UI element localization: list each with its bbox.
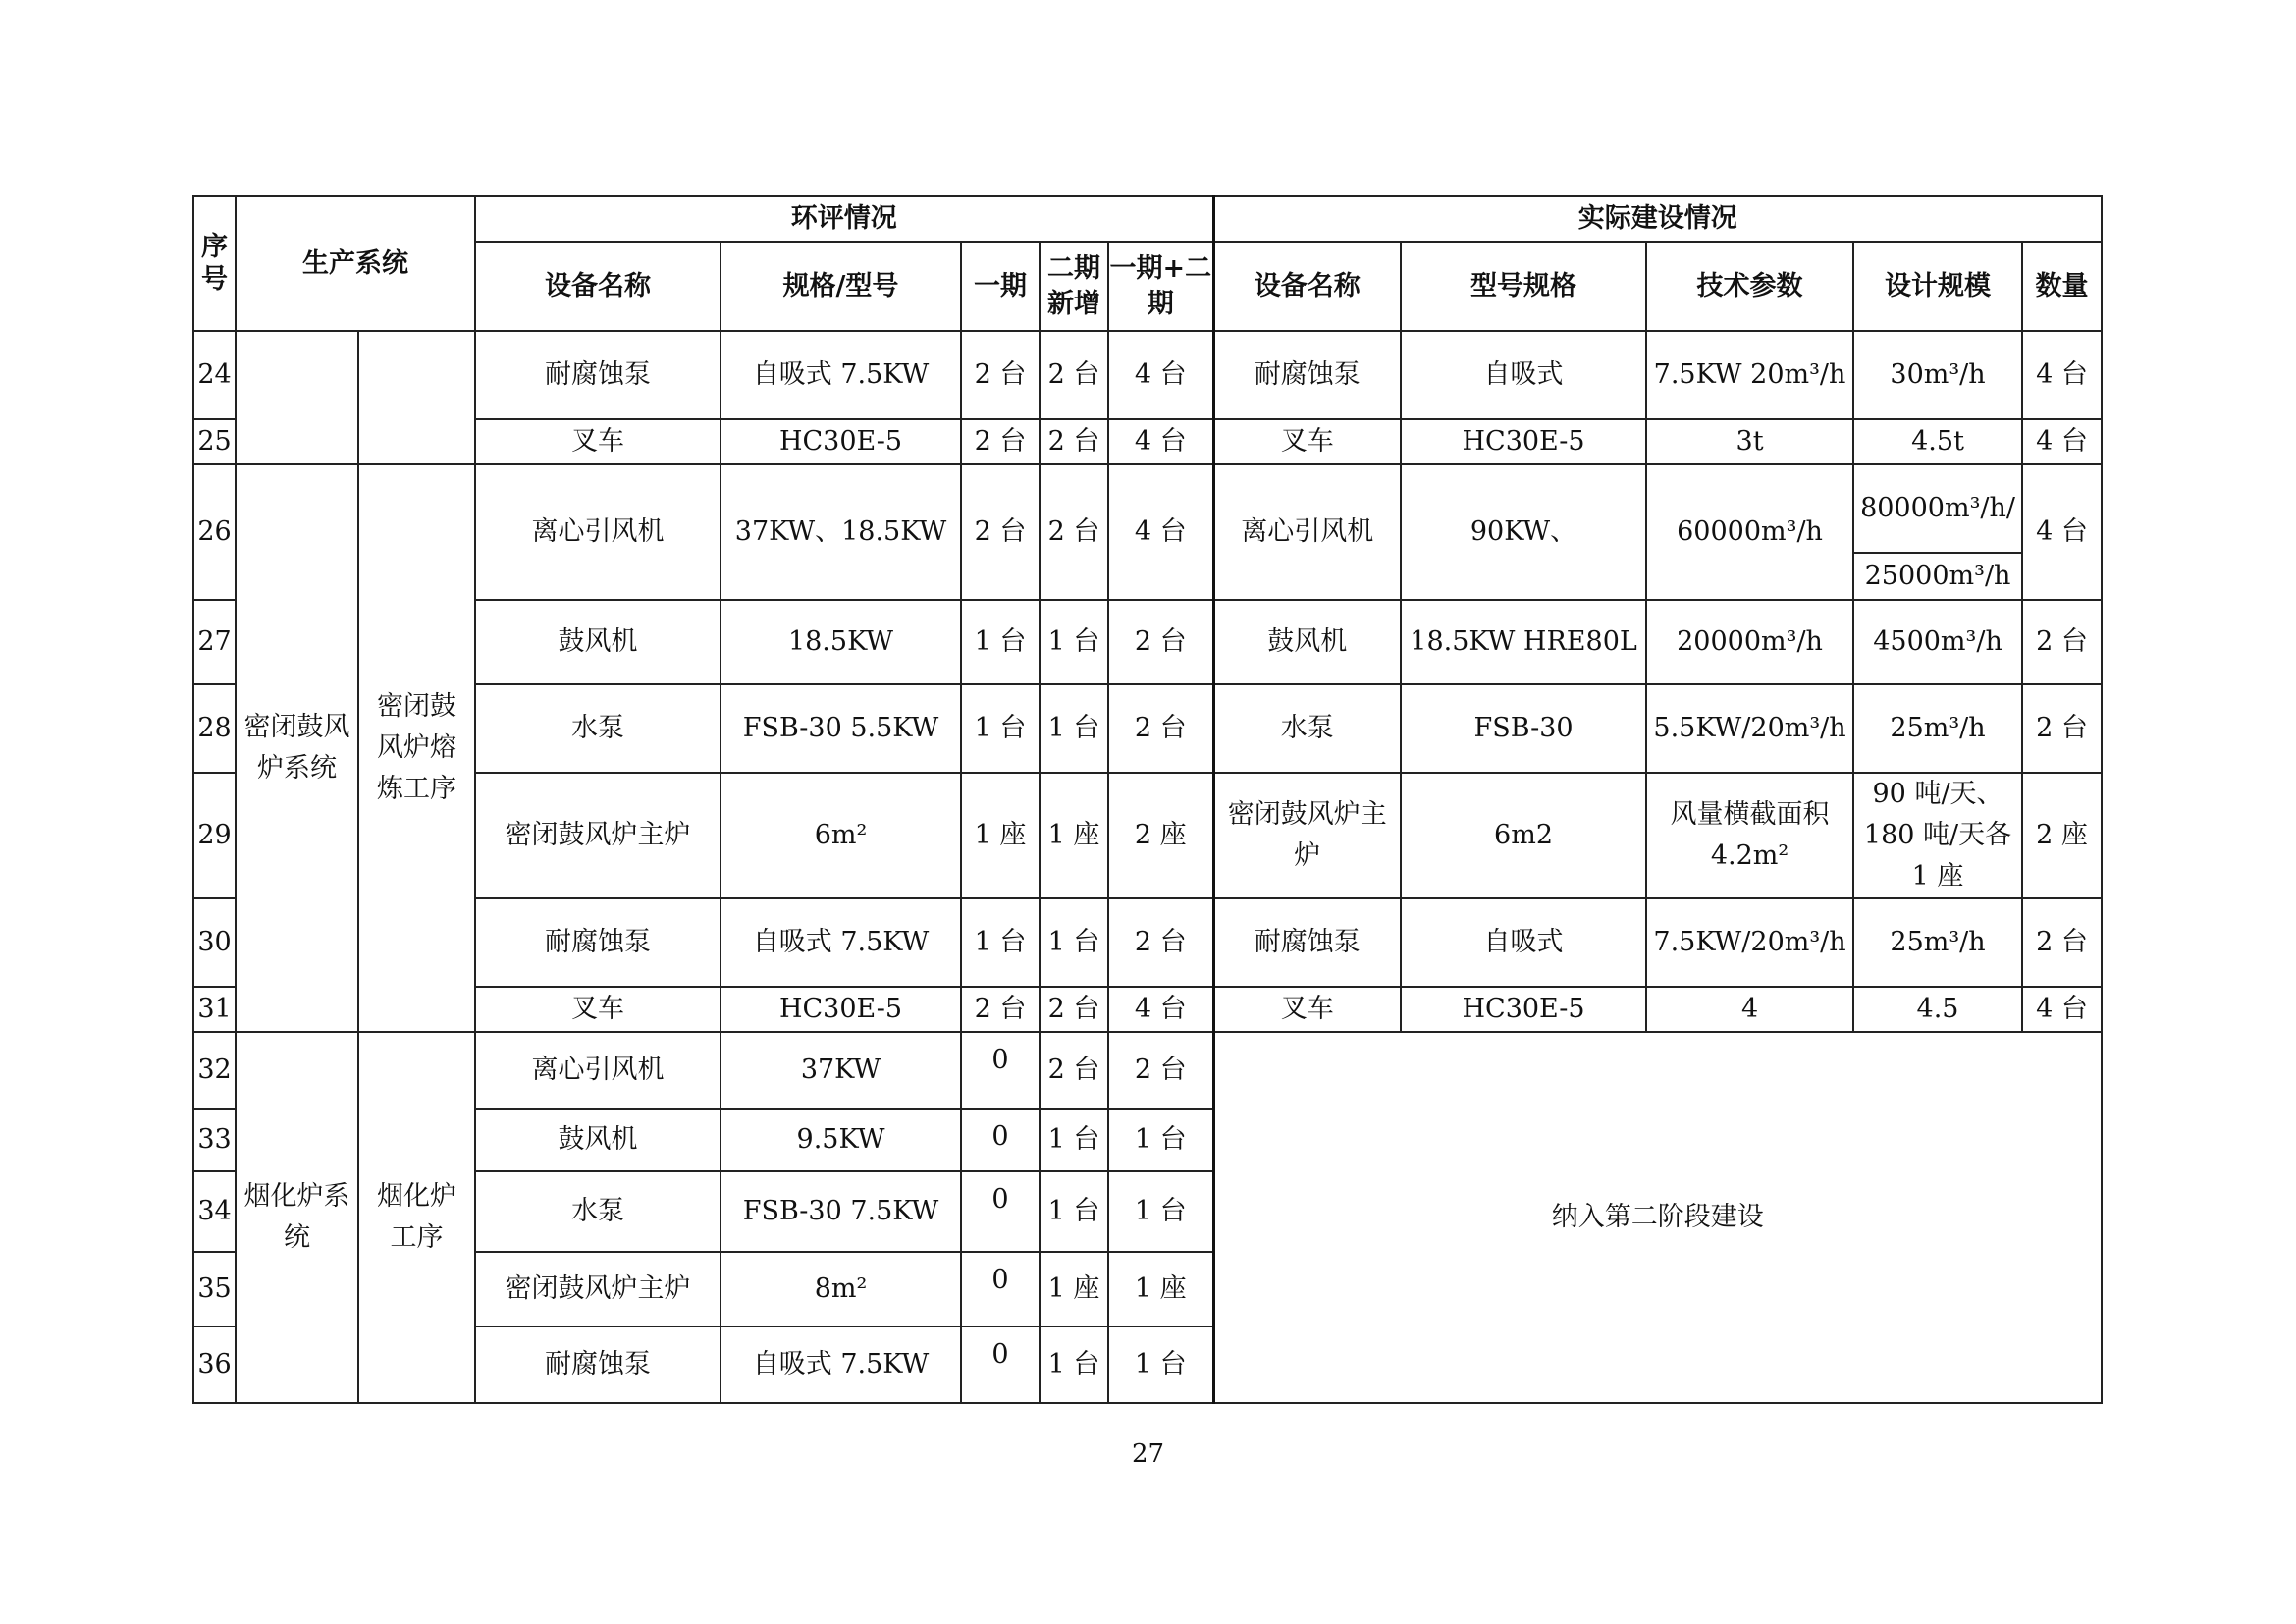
phase2: 1 台	[1040, 1326, 1108, 1403]
phase2: 2 台	[1040, 987, 1108, 1032]
phase-total: 4 台	[1108, 987, 1213, 1032]
header-phase1: 一期	[961, 242, 1040, 331]
row-seq: 36	[193, 1326, 236, 1403]
eia-spec: 18.5KW	[721, 600, 961, 684]
act-tech: 风量横截面积 4.2m²	[1646, 773, 1853, 898]
table-row	[193, 419, 2102, 464]
act-design: 4.5	[1853, 987, 2022, 1032]
eia-spec: 37KW	[721, 1032, 961, 1109]
eia-spec: FSB-30 5.5KW	[721, 684, 961, 773]
act-design: 90 吨/天、180 吨/天各 1 座	[1853, 773, 2022, 898]
eia-name: 耐腐蚀泵	[475, 898, 721, 987]
table-row	[193, 684, 2102, 773]
act-qty: 2 台	[2022, 600, 2102, 684]
act-tech: 3t	[1646, 419, 1853, 464]
act-name: 密闭鼓风炉主炉	[1213, 773, 1401, 898]
phase-total: 1 台	[1108, 1109, 1213, 1171]
act-tech: 7.5KW 20m³/h	[1646, 331, 1853, 419]
header-eia-group: 环评情况	[475, 196, 1213, 242]
act-model: FSB-30	[1401, 684, 1646, 773]
phase2: 1 台	[1040, 1109, 1108, 1171]
row-seq: 25	[193, 419, 236, 464]
phase-total: 4 台	[1108, 464, 1213, 600]
act-model: HC30E-5	[1401, 419, 1646, 464]
act-design: 30m³/h	[1853, 331, 2022, 419]
act-qty: 2 座	[2022, 773, 2102, 898]
phase-total: 1 台	[1108, 1171, 1213, 1252]
system-blast: 密闭鼓风炉系统	[236, 464, 358, 1032]
header-actual-group: 实际建设情况	[1213, 196, 2102, 242]
eia-name: 耐腐蚀泵	[475, 331, 721, 419]
phase-total: 1 台	[1108, 1326, 1213, 1403]
eia-spec: 37KW、18.5KW	[721, 464, 961, 600]
eia-spec: HC30E-5	[721, 419, 961, 464]
eia-spec: 自吸式 7.5KW	[721, 898, 961, 987]
eia-name: 叉车	[475, 987, 721, 1032]
act-tech: 4	[1646, 987, 1853, 1032]
eia-name: 密闭鼓风炉主炉	[475, 1252, 721, 1326]
phase1: 2 台	[961, 464, 1040, 600]
phase2: 1 台	[1040, 600, 1108, 684]
eia-spec: HC30E-5	[721, 987, 961, 1032]
act-design: 25m³/h	[1853, 898, 2022, 987]
row-seq: 32	[193, 1032, 236, 1109]
header-system: 生产系统	[236, 196, 475, 331]
table-row	[193, 773, 2102, 898]
table-row	[193, 331, 2102, 419]
eia-name: 离心引风机	[475, 1032, 721, 1109]
act-design-bottom: 25000m³/h	[1864, 561, 2011, 592]
phase1: 2 台	[961, 987, 1040, 1032]
row-seq: 24	[193, 331, 236, 419]
system-cell-empty	[236, 331, 358, 464]
phase2: 2 台	[1040, 419, 1108, 464]
phase2: 1 座	[1040, 773, 1108, 898]
phase1: 2 台	[961, 331, 1040, 419]
header-act-name: 设备名称	[1213, 242, 1401, 331]
act-name: 鼓风机	[1213, 600, 1401, 684]
row-seq: 30	[193, 898, 236, 987]
act-name: 耐腐蚀泵	[1213, 898, 1401, 987]
eia-spec: 自吸式 7.5KW	[721, 1326, 961, 1403]
act-design-top: 80000m³/h/	[1854, 465, 2021, 554]
table-row	[193, 1032, 2102, 1109]
act-model: HC30E-5	[1401, 987, 1646, 1032]
phase1: 0	[961, 1032, 1040, 1109]
act-model: 6m2	[1401, 773, 1646, 898]
eia-name: 离心引风机	[475, 464, 721, 600]
phase2: 2 台	[1040, 331, 1108, 419]
phase-total: 2 台	[1108, 898, 1213, 987]
act-qty: 4 台	[2022, 419, 2102, 464]
process-blast: 密闭鼓风炉熔炼工序	[358, 464, 475, 1032]
phase2: 2 台	[1040, 464, 1108, 600]
act-name: 耐腐蚀泵	[1213, 331, 1401, 419]
phase-total: 2 台	[1108, 684, 1213, 773]
row-seq: 34	[193, 1171, 236, 1252]
header-eia-spec: 规格/型号	[721, 242, 961, 331]
row-seq: 35	[193, 1252, 236, 1326]
eia-spec: FSB-30 7.5KW	[721, 1171, 961, 1252]
row-seq: 28	[193, 684, 236, 773]
act-design: 4.5t	[1853, 419, 2022, 464]
act-qty: 2 台	[2022, 684, 2102, 773]
phase2: 1 台	[1040, 1171, 1108, 1252]
phase-total: 2 台	[1108, 1032, 1213, 1109]
act-qty: 4 台	[2022, 331, 2102, 419]
act-model: 18.5KW HRE80L	[1401, 600, 1646, 684]
page-number: 27	[1131, 1439, 1165, 1469]
eia-spec: 自吸式 7.5KW	[721, 331, 961, 419]
row-seq: 27	[193, 600, 236, 684]
act-tech: 5.5KW/20m³/h	[1646, 684, 1853, 773]
act-qty: 4 台	[2022, 987, 2102, 1032]
act-qty: 4 台	[2022, 464, 2102, 600]
eia-name: 水泵	[475, 684, 721, 773]
phase2: 1 台	[1040, 898, 1108, 987]
header-row-1	[193, 196, 2102, 242]
phase1: 0	[961, 1109, 1040, 1171]
header-row-2	[193, 242, 2102, 331]
row-seq: 33	[193, 1109, 236, 1171]
phase-total: 2 座	[1108, 773, 1213, 898]
act-name: 水泵	[1213, 684, 1401, 773]
table-row	[193, 898, 2102, 987]
eia-name: 密闭鼓风炉主炉	[475, 773, 721, 898]
phase-total: 1 座	[1108, 1252, 1213, 1326]
act-tech: 7.5KW/20m³/h	[1646, 898, 1853, 987]
eia-spec: 9.5KW	[721, 1109, 961, 1171]
header-phase2-new: 二期新增	[1040, 242, 1108, 331]
phase1: 0	[961, 1171, 1040, 1252]
phase1: 0	[961, 1326, 1040, 1403]
eia-name: 耐腐蚀泵	[475, 1326, 721, 1403]
act-model: 自吸式	[1401, 331, 1646, 419]
act-model: 90KW、	[1401, 464, 1646, 600]
header-act-tech: 技术参数	[1646, 242, 1853, 331]
system-fuming: 烟化炉系统	[236, 1032, 358, 1403]
act-design: 4500m³/h	[1853, 600, 2022, 684]
row-seq: 29	[193, 773, 236, 898]
act-design: 25m³/h	[1853, 684, 2022, 773]
act-model: 自吸式	[1401, 898, 1646, 987]
row-seq: 31	[193, 987, 236, 1032]
header-act-design: 设计规模	[1853, 242, 2022, 331]
eia-name: 鼓风机	[475, 600, 721, 684]
process-fuming: 烟化炉工序	[358, 1032, 475, 1403]
process-cell-empty	[358, 331, 475, 464]
table-row	[193, 987, 2102, 1032]
act-design-split	[1853, 464, 2022, 600]
phase1: 1 台	[961, 600, 1040, 684]
eia-name: 水泵	[475, 1171, 721, 1252]
phase-total: 2 台	[1108, 600, 1213, 684]
phase1: 1 座	[961, 773, 1040, 898]
row-seq: 26	[193, 464, 236, 600]
header-eia-name: 设备名称	[475, 242, 721, 331]
phase1: 1 台	[961, 684, 1040, 773]
header-phase-total: 一期+二期	[1108, 242, 1213, 331]
phase1: 0	[961, 1252, 1040, 1326]
header-act-model: 型号规格	[1401, 242, 1646, 331]
act-name: 离心引风机	[1213, 464, 1401, 600]
equipment-table	[192, 195, 2103, 1404]
table-row	[193, 464, 2102, 600]
act-tech: 60000m³/h	[1646, 464, 1853, 600]
eia-name: 叉车	[475, 419, 721, 464]
phase2: 1 座	[1040, 1252, 1108, 1326]
phase1: 2 台	[961, 419, 1040, 464]
table-row	[193, 600, 2102, 684]
eia-name: 鼓风机	[475, 1109, 721, 1171]
phase-total: 4 台	[1108, 331, 1213, 419]
eia-spec: 6m²	[721, 773, 961, 898]
header-seq: 序号	[193, 196, 236, 331]
phase-total: 4 台	[1108, 419, 1213, 464]
act-tech: 20000m³/h	[1646, 600, 1853, 684]
act-name: 叉车	[1213, 419, 1401, 464]
phase2-note: 纳入第二阶段建设	[1213, 1032, 2102, 1403]
phase2: 2 台	[1040, 1032, 1108, 1109]
phase2: 1 台	[1040, 684, 1108, 773]
act-qty: 2 台	[2022, 898, 2102, 987]
header-act-qty: 数量	[2022, 242, 2102, 331]
phase1: 1 台	[961, 898, 1040, 987]
act-name: 叉车	[1213, 987, 1401, 1032]
eia-spec: 8m²	[721, 1252, 961, 1326]
